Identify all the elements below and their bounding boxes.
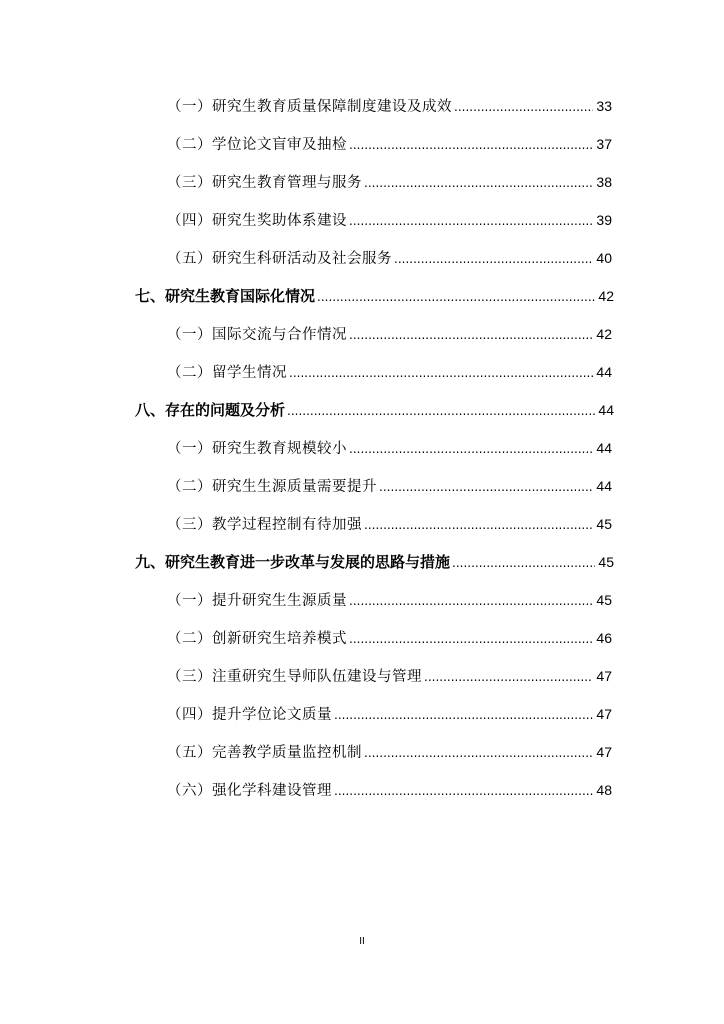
toc-entry[interactable] [167, 247, 612, 269]
toc-entry-title: （五）研究生科研活动及社会服务 [167, 251, 392, 267]
toc-entry-title: （一）研究生教育质量保障制度建设及成效 [167, 99, 452, 115]
toc-entry-title: （二）学位论文盲审及抽检 [167, 137, 347, 153]
toc-section-title: 八、存在的问题及分析 [135, 401, 286, 419]
toc-entry-title: （二）留学生情况 [167, 365, 287, 381]
toc-leader-dots [349, 438, 593, 460]
toc-entry[interactable] [167, 323, 612, 345]
toc-leader-dots [349, 628, 593, 650]
toc-section-page: 45 [598, 554, 614, 570]
toc-leader-dots [364, 742, 593, 764]
toc-entry-title: （三）研究生教育管理与服务 [167, 175, 362, 191]
toc-leader-dots [334, 704, 593, 726]
toc-section-title: 七、研究生教育国际化情况 [135, 287, 316, 305]
toc-entry-title: （六）强化学科建设管理 [167, 783, 332, 799]
toc-entry[interactable] [167, 703, 612, 725]
toc-leader-dots [349, 590, 593, 612]
toc-section-page: 44 [598, 402, 614, 418]
toc-entry-title: （四）提升学位论文质量 [167, 707, 332, 723]
toc-entry[interactable] [167, 133, 612, 155]
toc-entry-page: 47 [596, 668, 612, 684]
toc-leader-dots [452, 552, 595, 574]
toc-leader-dots [317, 286, 595, 308]
toc-leader-dots [394, 248, 593, 270]
toc-leader-dots [289, 362, 593, 384]
toc-entry-page: 47 [596, 744, 612, 760]
toc-entry[interactable] [167, 209, 612, 231]
toc-entry-page: 47 [596, 706, 612, 722]
toc-entry-page: 38 [596, 174, 612, 190]
toc-entry-title: （三）注重研究生导师队伍建设与管理 [167, 669, 422, 685]
toc-entry-title: （一）研究生教育规模较小 [167, 441, 347, 457]
toc-entry-page: 42 [596, 326, 612, 342]
toc-section-entry[interactable] [135, 399, 614, 421]
toc-entry[interactable] [167, 741, 612, 763]
toc-entry-page: 37 [596, 136, 612, 152]
toc-entry-title: （一）国际交流与合作情况 [167, 327, 347, 343]
toc-entry[interactable] [167, 171, 612, 193]
toc-section-page: 42 [598, 288, 614, 304]
toc-leader-dots [349, 324, 593, 346]
toc-section-entry[interactable] [135, 551, 614, 573]
toc-entry-title: （一）提升研究生生源质量 [167, 593, 347, 609]
toc-leader-dots [349, 210, 593, 232]
toc-leader-dots [424, 666, 593, 688]
toc-entry-page: 45 [596, 592, 612, 608]
toc-entry[interactable] [167, 361, 612, 383]
toc-section-entry[interactable] [135, 285, 614, 307]
toc-leader-dots [334, 780, 593, 802]
toc-entry-title: （二）研究生生源质量需要提升 [167, 479, 377, 495]
toc-entry-title: （二）创新研究生培养模式 [167, 631, 347, 647]
toc-entry-page: 39 [596, 212, 612, 228]
toc-entry-title: （五）完善教学质量监控机制 [167, 745, 362, 761]
toc-leader-dots [364, 172, 593, 194]
footer-page-number: II [359, 936, 365, 947]
toc-entry[interactable] [167, 665, 612, 687]
toc-entry-page: 44 [596, 364, 612, 380]
toc-entry[interactable] [167, 779, 612, 801]
toc-section-title: 九、研究生教育进一步改革与发展的思路与措施 [135, 553, 451, 571]
toc-entry[interactable] [167, 513, 612, 535]
toc-entry-page: 44 [596, 440, 612, 456]
toc-entry-page: 46 [596, 630, 612, 646]
toc-entry[interactable] [167, 589, 612, 611]
toc-entry[interactable] [167, 95, 612, 117]
toc-leader-dots [349, 134, 593, 156]
toc-entry-page: 44 [596, 478, 612, 494]
toc-entry-page: 33 [596, 98, 612, 114]
toc-entry-title: （三）教学过程控制有待加强 [167, 517, 362, 533]
toc-entry-page: 48 [596, 782, 612, 798]
toc-entry-page: 45 [596, 516, 612, 532]
toc-leader-dots [379, 476, 593, 498]
toc-leader-dots [364, 514, 593, 536]
toc-leader-dots [287, 400, 595, 422]
toc-entry[interactable] [167, 627, 612, 649]
toc-leader-dots [454, 96, 593, 118]
toc-entry[interactable] [167, 437, 612, 459]
toc-entry-title: （四）研究生奖助体系建设 [167, 213, 347, 229]
toc-entry-page: 40 [596, 250, 612, 266]
toc-entry[interactable] [167, 475, 612, 497]
